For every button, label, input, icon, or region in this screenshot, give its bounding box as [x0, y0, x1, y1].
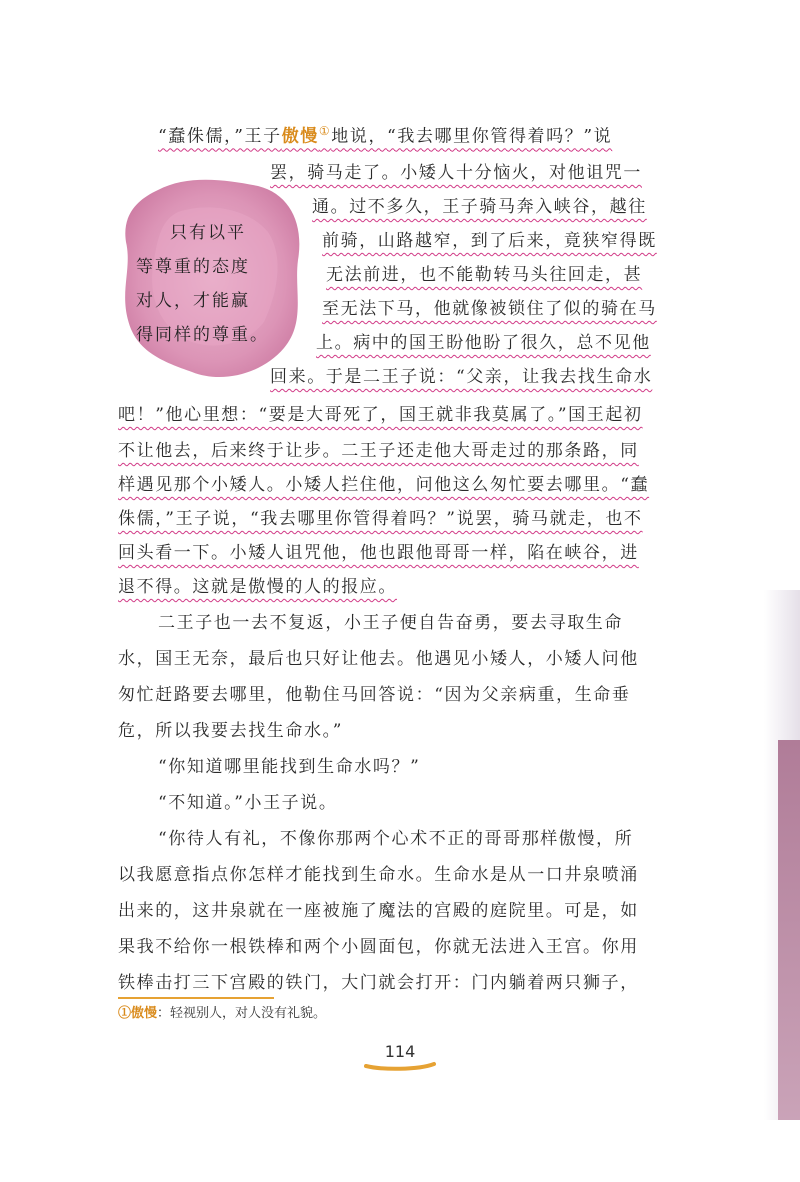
text-line: 退不得。这就是傲慢的人的报应。: [118, 577, 397, 597]
text-line: 危，所以我要去找生命水。”: [118, 721, 343, 741]
text-segment: “蠢侏儒，”王子: [158, 126, 282, 147]
footnote-divider: [118, 997, 274, 999]
dialogue-line: “你知道哪里能找到生命水吗？”: [158, 757, 421, 777]
text-line: 上。病中的国王盼他盼了很久，总不见他: [316, 333, 651, 353]
footnote-definition: ：轻视别人，对人没有礼貌。: [157, 1006, 327, 1021]
note-line: 等尊重的态度: [136, 257, 250, 277]
text-line: 回头看一下。小矮人诅咒他，他也跟他哥哥一样，陷在峡谷，进: [118, 543, 639, 563]
text-line: 通。过不多久，王子骑马奔入峡谷，越往: [312, 197, 647, 217]
footnote: [118, 1004, 326, 1024]
text-segment: 地说，“我去哪里你管得着吗？”说: [331, 126, 613, 147]
text-line: 侏儒，”王子说，“我去哪里你管得着吗？”说罢，骑马就走，也不: [118, 509, 643, 529]
text-line: 吧！”他心里想：“要是大哥死了，国王就非我莫属了。”国王起初: [118, 405, 643, 425]
text-line: 前骑，山路越窄，到了后来，竟狭窄得既: [322, 231, 657, 251]
text-line: 不让他去，后来终于让步。二王子还走他大哥走过的那条路，同: [118, 441, 639, 461]
dialogue-line: “不知道。”小王子说。: [158, 793, 338, 813]
text-line: 水，国王无奈，最后也只好让他去。他遇见小矮人，小矮人问他: [118, 649, 639, 669]
page-edge-illustration: [778, 740, 800, 1120]
text-line: [158, 116, 612, 150]
footnote-term: 傲慢: [131, 1006, 158, 1021]
text-line: 罢，骑马走了。小矮人十分恼火，对他诅咒一: [270, 163, 642, 183]
text-line: 样遇见那个小矮人。小矮人拦住他，问他这么匆忙要去哪里。“蠢: [118, 475, 650, 495]
text-line: 铁棒击打三下宫殿的铁门，大门就会打开：门内躺着两只狮子，: [118, 973, 639, 993]
text-line: 至无法下马，他就像被锁住了似的骑在马: [322, 299, 657, 319]
footnote-number: ①: [118, 1006, 132, 1021]
footnote-marker: ①: [318, 124, 332, 138]
page-number-brush-stroke: [362, 1060, 438, 1072]
note-line: 得同样的尊重。: [136, 325, 269, 345]
text-line: 回来。于是二王子说：“父亲，让我去找生命水: [270, 367, 653, 387]
text-line: 出来的，这井泉就在一座被施了魔法的宫殿的庭院里。可是，如: [118, 901, 639, 921]
text-line: 果我不给你一根铁棒和两个小圆面包，你就无法进入王宫。你用: [118, 937, 639, 957]
note-line: 只有以平: [170, 223, 246, 243]
note-line: 对人，才能赢: [136, 291, 250, 311]
highlight-word: 傲慢: [281, 126, 319, 147]
text-line: 匆忙赶路要去哪里，他勒住马回答说：“因为父亲病重，生命垂: [118, 685, 631, 705]
text-line: 无法前进，也不能勒转马头往回走，甚: [326, 265, 643, 285]
page-number: 114: [384, 1042, 416, 1061]
text-line: 以我愿意指点你怎样才能找到生命水。生命水是从一口井泉喷涌: [118, 865, 639, 885]
text-line: 二王子也一去不复返，小王子便自告奋勇，要去寻取生命: [158, 613, 623, 633]
note-bubble-text: [136, 216, 296, 352]
text-line: “你待人有礼，不像你那两个心术不正的哥哥那样傲慢，所: [158, 829, 634, 849]
